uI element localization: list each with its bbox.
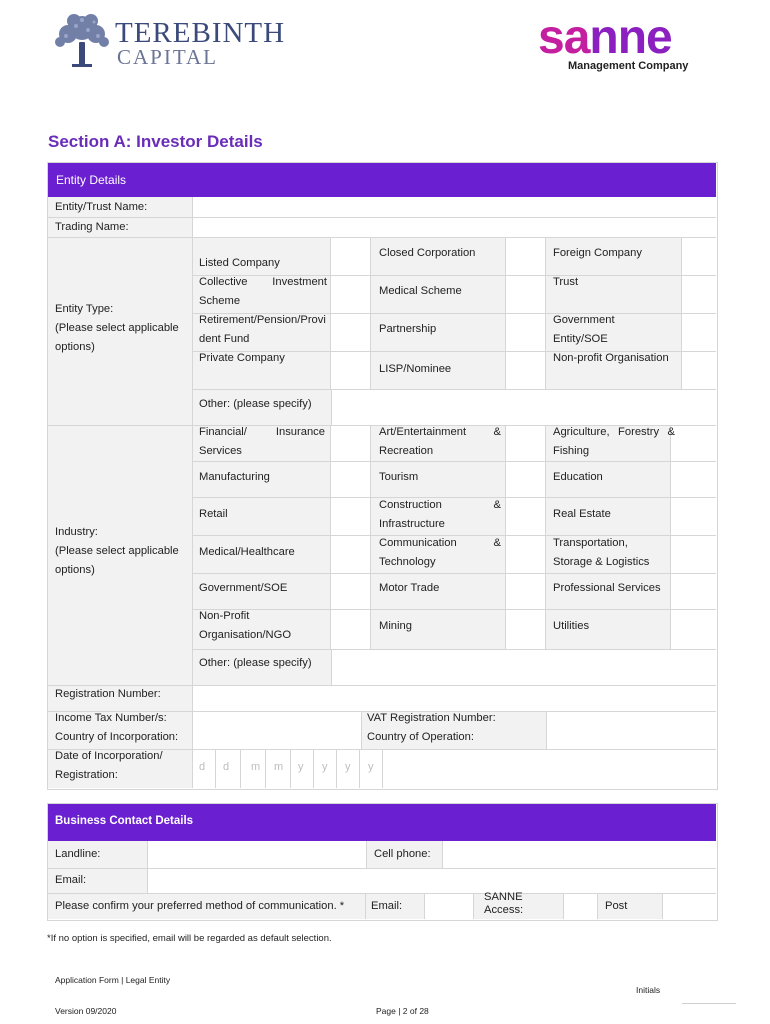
option-private-company: Private Company [199, 352, 285, 364]
date-year-3[interactable]: y [345, 761, 351, 773]
sanne-logo [538, 11, 672, 64]
vat-label: VAT Registration Number: [367, 712, 496, 724]
industry-mining: Mining [379, 620, 412, 632]
cell-phone-label: Cell phone: [374, 848, 431, 860]
date-month-2[interactable]: m [274, 761, 284, 773]
registration-number-label: Registration Number: [55, 688, 161, 700]
income-tax-input[interactable] [192, 711, 361, 749]
checkbox-trust[interactable] [682, 276, 716, 313]
date-year-2[interactable]: y [322, 761, 328, 773]
checkbox-non-profit[interactable] [682, 352, 716, 389]
checkbox-foreign-company[interactable] [682, 238, 716, 275]
checkbox-listed-company[interactable] [331, 238, 370, 275]
trading-name-label: Trading Name: [55, 221, 129, 233]
industry-transportation: Transportation, Storage & Logistics [553, 537, 650, 568]
checkbox-medical-scheme[interactable] [506, 276, 545, 313]
entity-type-hint-2: options) [55, 341, 95, 353]
footer-form-name: Application Form | Legal Entity [55, 975, 171, 985]
checkbox-government-entity[interactable] [682, 314, 716, 351]
option-government-entity: Government Entity/SOE [553, 314, 615, 345]
sanne-logo-part2: nne [589, 11, 672, 64]
entity-details-title: Entity Details [56, 173, 127, 187]
checkbox-industry-art[interactable] [506, 426, 545, 461]
checkbox-industry-mining[interactable] [506, 610, 545, 649]
industry-art: Art/Entertainment & Recreation [379, 426, 501, 457]
date-incorporation-label: Date of Incorporation/ [55, 750, 163, 762]
industry-agriculture: Agriculture, Forestry & Fishing [553, 426, 675, 457]
checkbox-private-company[interactable] [331, 352, 370, 389]
entity-type-label: Entity Type: [55, 303, 114, 315]
checkbox-industry-transportation[interactable] [671, 536, 716, 573]
checkbox-collective-investment-scheme[interactable] [331, 276, 370, 313]
checkbox-closed-corporation[interactable] [506, 238, 545, 275]
option-medical-scheme: Medical Scheme [379, 285, 462, 297]
industry-professional: Professional Services [553, 582, 661, 594]
industry-hint-2: options) [55, 564, 95, 576]
method-sanne-label-2: Access: [484, 904, 524, 916]
preferred-method-label: Please confirm your preferred method of communication. * [55, 900, 345, 912]
date-month-1[interactable]: m [251, 761, 261, 773]
checkbox-industry-non-profit[interactable] [331, 610, 370, 649]
date-day-1[interactable]: d [199, 761, 206, 773]
industry-utilities: Utilities [553, 620, 590, 632]
entity-type-hint-1: (Please select applicable [55, 322, 179, 334]
default-selection-note: *If no option is specified, email will be regarded as default selection. [47, 933, 332, 944]
sanne-logo-part1: sa [538, 11, 590, 64]
country-incorporation-label: Country of Incorporation: [55, 731, 179, 743]
method-post-label: Post [605, 900, 628, 912]
checkbox-industry-education[interactable] [671, 462, 716, 497]
checkbox-lisp-nominee[interactable] [506, 352, 545, 389]
industry-manufacturing: Manufacturing [199, 471, 270, 483]
terebinth-tree-logo-icon [52, 12, 112, 70]
initials-line [682, 1003, 736, 1004]
option-listed-company: Listed Company [199, 257, 280, 269]
industry-education: Education [553, 471, 603, 483]
industry-other-label: Other: (please specify) [199, 657, 312, 669]
option-lisp-nominee: LISP/Nominee [379, 363, 452, 375]
checkbox-industry-manufacturing[interactable] [331, 462, 370, 497]
industry-communication: Communication & Technology [379, 537, 501, 568]
income-tax-label: Income Tax Number/s: [55, 712, 167, 724]
checkbox-retirement-fund[interactable] [331, 314, 370, 351]
section-title: Section A: Investor Details [48, 132, 263, 151]
industry-government: Government/SOE [199, 582, 288, 594]
terebinth-logo-name: TEREBINTH [115, 17, 286, 49]
option-non-profit: Non-profit Organisation [553, 352, 669, 364]
industry-medical: Medical/Healthcare [199, 546, 295, 558]
method-email-label: Email: [371, 900, 403, 912]
checkbox-partnership[interactable] [506, 314, 545, 351]
industry-tourism: Tourism [379, 471, 419, 483]
checkbox-industry-retail[interactable] [331, 498, 370, 535]
entity-trust-name-label: Entity/Trust Name: [55, 201, 148, 213]
checkbox-industry-tourism[interactable] [506, 462, 545, 497]
vat-input[interactable] [546, 711, 716, 749]
industry-motor-trade: Motor Trade [379, 582, 440, 594]
option-collective-investment-scheme: Collective Investment Scheme [199, 276, 327, 307]
business-contact-title: Business Contact Details [55, 815, 194, 827]
date-year-1[interactable]: y [298, 761, 304, 773]
footer-version: Version 09/2020 [55, 1006, 117, 1016]
industry-financial: Financial/ Insurance Services [199, 426, 325, 457]
checkbox-industry-medical[interactable] [331, 536, 370, 573]
checkbox-industry-financial[interactable] [331, 426, 370, 461]
industry-non-profit: Non-Profit Organisation/NGO [199, 610, 292, 641]
option-foreign-company: Foreign Company [553, 247, 642, 259]
checkbox-industry-real-estate[interactable] [671, 498, 716, 535]
registration-label: Registration: [55, 769, 118, 781]
sanne-tagline: Management Company [568, 60, 689, 72]
footer-initials-label: Initials [636, 985, 661, 995]
date-day-2[interactable]: d [223, 761, 230, 773]
option-partnership: Partnership [379, 323, 437, 335]
industry-construction: Construction & Infrastructure [379, 499, 501, 530]
date-year-4[interactable]: y [368, 761, 374, 773]
option-trust: Trust [553, 276, 579, 288]
checkbox-industry-utilities[interactable] [671, 610, 716, 649]
checkbox-industry-construction[interactable] [506, 498, 545, 535]
checkbox-industry-motor-trade[interactable] [506, 574, 545, 609]
industry-label: Industry: [55, 526, 98, 538]
checkbox-industry-professional[interactable] [671, 574, 716, 609]
checkbox-industry-agriculture[interactable] [671, 426, 716, 461]
method-sanne-label-1: SANNE [484, 891, 523, 903]
checkbox-industry-communication[interactable] [506, 536, 545, 573]
country-operation-label: Country of Operation: [367, 731, 474, 743]
industry-retail: Retail [199, 508, 228, 520]
industry-hint-1: (Please select applicable [55, 545, 179, 557]
email-label: Email: [55, 874, 87, 886]
terebinth-logo-subname: CAPITAL [117, 45, 218, 69]
industry-real-estate: Real Estate [553, 508, 611, 520]
option-closed-corporation: Closed Corporation [379, 247, 476, 259]
landline-label: Landline: [55, 848, 101, 860]
entity-other-label: Other: (please specify) [199, 398, 312, 410]
checkbox-industry-government[interactable] [331, 574, 370, 609]
footer-page-number: Page | 2 of 28 [376, 1006, 429, 1016]
option-retirement-fund: Retirement/Pension/Provident Fund [199, 314, 326, 345]
